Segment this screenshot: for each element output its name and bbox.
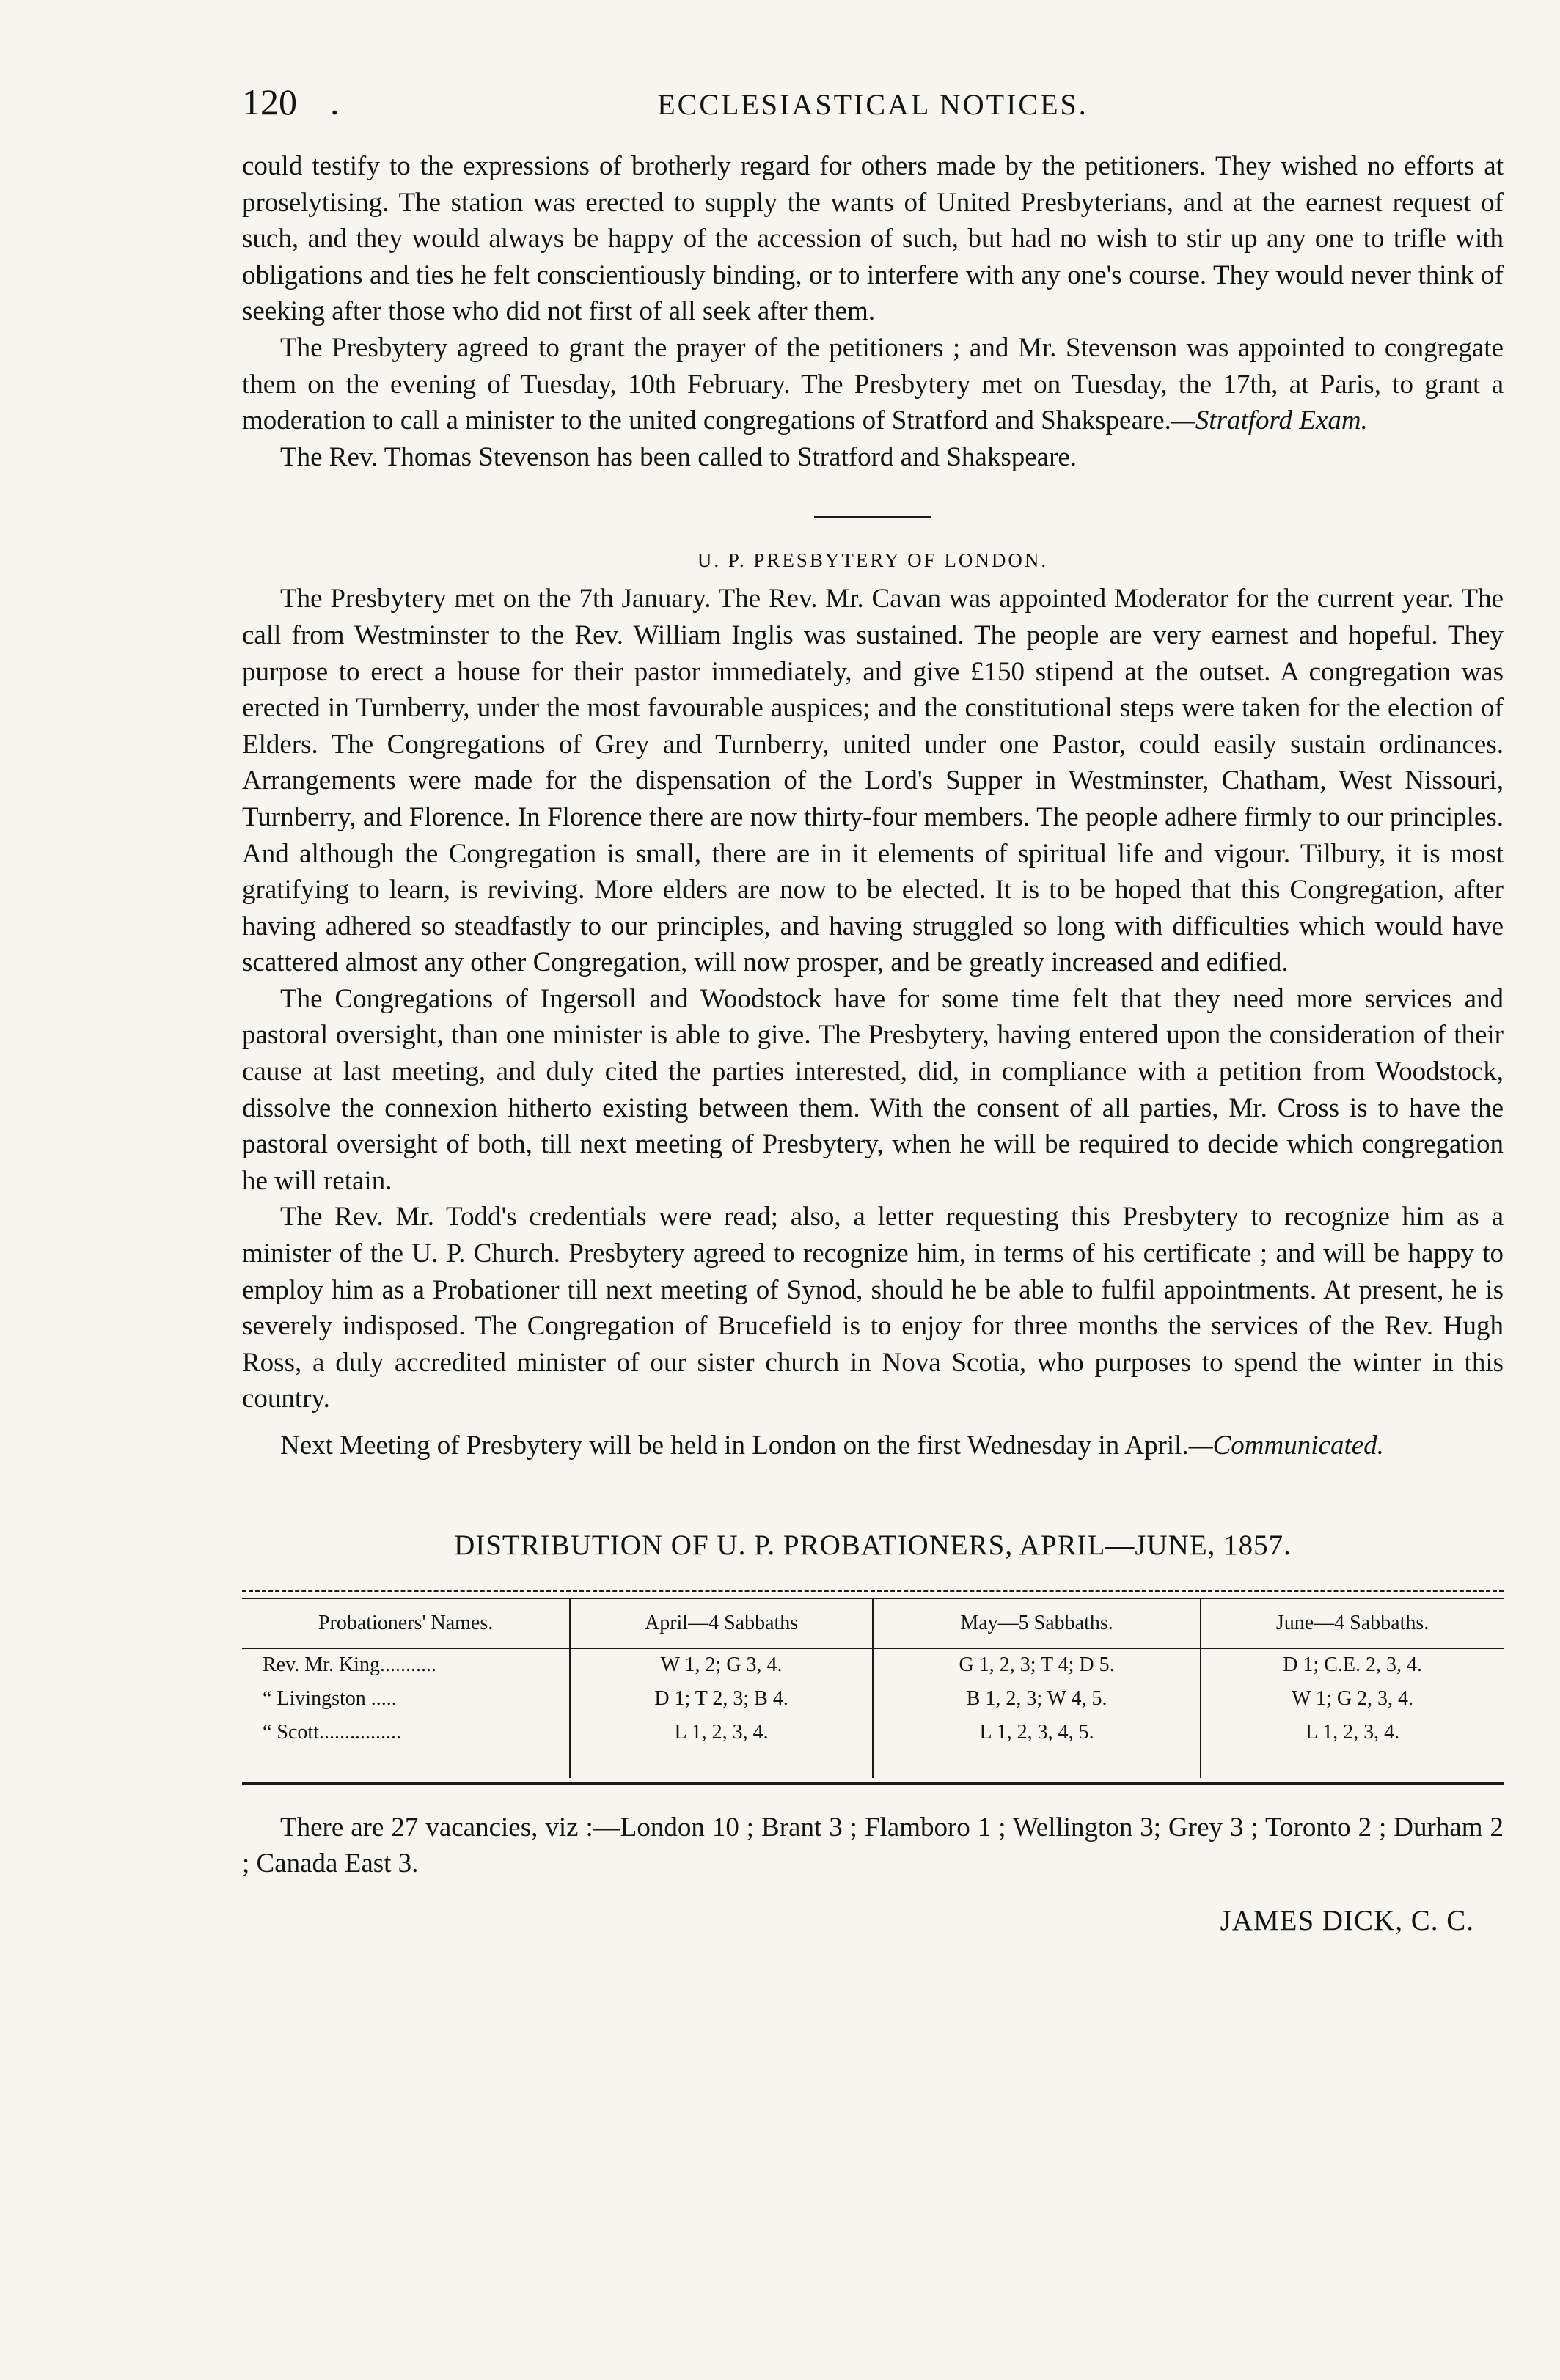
cell-april: L 1, 2, 3, 4. <box>570 1716 873 1778</box>
stratford-paragraph-2 <box>242 330 1504 439</box>
page-number: 120 <box>242 81 297 122</box>
section-divider <box>814 516 931 518</box>
stratford-paragraph-3: The Rev. Thomas Stevenson has been called to Stratford and Shakspeare. <box>280 441 1077 472</box>
table-top-rule <box>242 1590 1504 1592</box>
london-paragraph-3: The Rev. Mr. Todd's credentials were read; also, a letter requesting this Presbytery to recognize him as a minister of the U. P. Church. Presbytery agreed to recognize him, in terms of his certificate ; and will be happy to employ him as a Probationer till next meeting of Synod, should he be able to fulfil appointments. At present, he is severely indisposed. The Congregation of Brucefield is to enjoy for three months the services of the Rev. Hugh Ross, a duly accredited minister of our sister church in Nova Scotia, who purposes to spend the winter in this country. <box>242 1202 1504 1414</box>
london-paragraph-4 <box>242 1428 1504 1464</box>
london-paragraph-1: The Presbytery met on the 7th January. The Rev. Mr. Cavan was appointed Moderator for the current year. The call from Westminster to the Rev. William Inglis was sustained. The people are very earnest and hopeful. They purpose to erect a house for their pastor immediately, and give £150 stipend at the outset. A congregation was erected in Turnberry, under the most favourable auspices; and the constitutional steps were taken for the election of Elders. The Congregations of Grey and Turnberry, united under one Pastor, could easily sustain ordinances. Arrangements were made for the dispensation of the Lord's Supper in Westminster, Chatham, West Nissouri, Turnberry, and Florence. In Florence there are now thirty-four members. The people adhere firmly to our principles. And although the Congregation is small, there are in it elements of spiritual life and vigour. Tilbury, it is most gratifying to learn, is reviving. More elders are now to be elected. It is to be hoped that this Congregation, after having adhered so steadfastly to our principles, and having struggled so long with difficulties which would have scattered almost any other Congregation, will now prosper, and be greatly increased and edified. <box>242 584 1504 978</box>
distribution-section <box>242 1529 1504 1937</box>
vacancies-text: There are 27 vacancies, viz :—London 10 ; Brant 3 ; Flamboro 1 ; Wellington 3; Grey 3 ; Toronto 2 ; Durham 2 ; Canada East 3. <box>242 1812 1504 1879</box>
cell-june: W 1; G 2, 3, 4. <box>1201 1683 1504 1716</box>
table-row <box>242 1716 1504 1778</box>
table-header-row <box>242 1598 1504 1648</box>
london-heading: U. P. PRESBYTERY OF LONDON. <box>697 549 1049 572</box>
page <box>242 81 1504 1937</box>
london-source: —Communicated. <box>1188 1430 1384 1461</box>
table-row <box>242 1683 1504 1716</box>
table-bottom-rule <box>242 1782 1504 1785</box>
cell-may: G 1, 2, 3; T 4; D 5. <box>873 1648 1201 1683</box>
cell-june: L 1, 2, 3, 4. <box>1201 1716 1504 1778</box>
stratford-paragraph-1: could testify to the expressions of brotherly regard for others made by the petitioners. They wished no efforts at proselytising. The station was erected to supply the wants of United Presbyterians, and at the earnest request of such, and they would always be happy of the accession of such, but had no wish to stir up any one to trifle with obligations and ties he felt conscientiously binding, or to interfere with any one's course. They would never think of seeking after those who did not first of all seek after them. <box>242 151 1504 327</box>
col-header-june: June—4 Sabbaths. <box>1201 1598 1504 1648</box>
cell-name: “ Scott................ <box>263 1720 401 1744</box>
cell-may: B 1, 2, 3; W 4, 5. <box>873 1683 1201 1716</box>
probationers-table <box>242 1598 1504 1778</box>
col-header-names: Probationers' Names. <box>242 1598 570 1648</box>
cell-may: L 1, 2, 3, 4, 5. <box>873 1716 1201 1778</box>
london-paragraph-4-text: Next Meeting of Presbytery will be held in London on the first Wednesday in April. <box>280 1430 1189 1461</box>
col-header-april: April—4 Sabbaths <box>570 1598 873 1648</box>
london-section <box>242 549 1504 1463</box>
cell-june: D 1; C.E. 2, 3, 4. <box>1201 1648 1504 1683</box>
distribution-title: DISTRIBUTION OF U. P. PROBATIONERS, APRIL—JUNE, 1857. <box>454 1529 1292 1561</box>
stratford-paragraph-2-text: The Presbytery agreed to grant the prayer of the petitioners ; and Mr. Stevenson was appointed to congregate them on the evening of Tuesday, 10th February. The Presbytery met on Tuesday, the 17th, at Paris, to grant a moderation to call a minister to the united congregations of Stratford and Shakspeare. <box>242 332 1504 436</box>
col-header-may: May—5 Sabbaths. <box>873 1598 1201 1648</box>
cell-april: D 1; T 2, 3; B 4. <box>570 1683 873 1716</box>
stratford-source: —Stratford Exam. <box>1171 405 1368 436</box>
signature: JAMES DICK, C. C. <box>1220 1904 1474 1936</box>
table-row <box>242 1648 1504 1683</box>
section-title: ECCLESIASTICAL NOTICES. <box>657 88 1088 121</box>
cell-name: Rev. Mr. King........... <box>263 1653 436 1676</box>
page-number-dot: . <box>330 81 340 122</box>
stratford-section <box>242 148 1504 475</box>
cell-april: W 1, 2; G 3, 4. <box>570 1648 873 1683</box>
running-head <box>242 81 1504 132</box>
cell-name: “ Livingston ..... <box>263 1686 397 1710</box>
london-paragraph-2: The Congregations of Ingersoll and Woodstock have for some time felt that they need more services and pastoral oversight, than one minister is able to give. The Presbytery, having entered upon the consideration of their cause at last meeting, and duly cited the parties interested, did, in compliance with a petition from Woodstock, dissolve the connexion hitherto existing between them. With the consent of all parties, Mr. Cross is to have the pastoral oversight of both, till next meeting of Presbytery, when he will be required to decide which congregation he will retain. <box>242 983 1504 1196</box>
